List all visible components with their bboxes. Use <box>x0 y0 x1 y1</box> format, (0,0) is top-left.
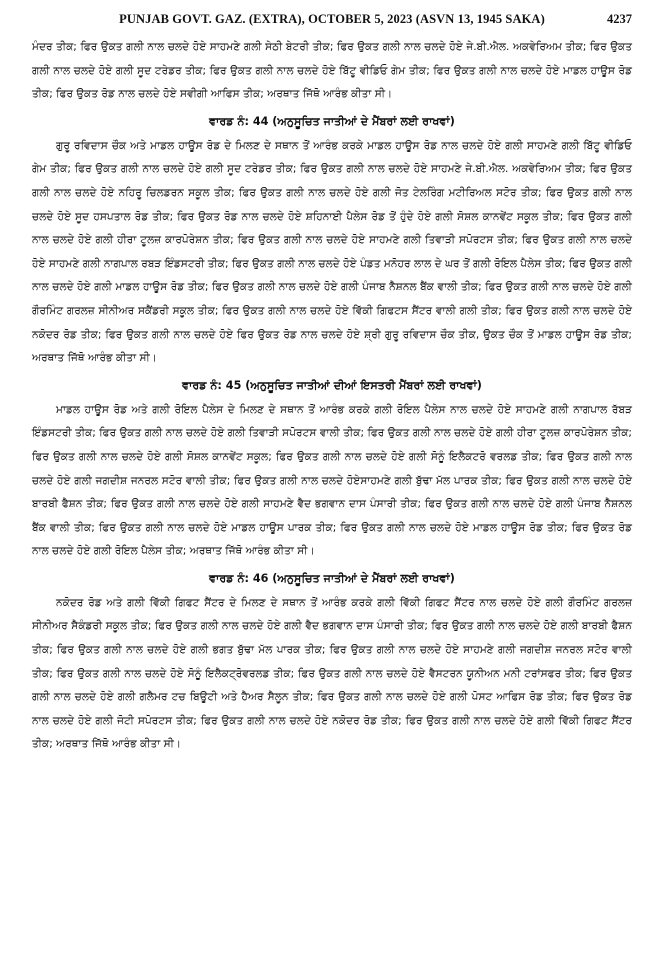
ward-44-heading: ਵਾਰਡ ਨੰ: 44 (ਅਨੁਸੂਚਿਤ ਜਾਤੀਆਂ ਦੇ ਮੈਂਬਰਾਂ ਲਈ ਰਾਖਵਾਂ) <box>209 114 455 128</box>
ward-46-heading: ਵਾਰਡ ਨੰ: 46 (ਅਨੁਸੂਚਿਤ ਜਾਤੀਆਂ ਦੇ ਮੈਂਬਰਾਂ ਲਈ ਰਾਖਵਾਂ) <box>209 571 455 585</box>
page-header <box>32 0 632 32</box>
ward-46-text: ਨਕੋਦਰ ਰੋਡ ਅਤੇ ਗਲੀ ਵਿੱਕੀ ਗਿਫਟ ਸੈਂਟਰ ਦੇ ਮਿਲਣ ਦੇ ਸਥਾਨ ਤੋਂ ਆਰੰਭ ਕਰਕੇ ਗਲੀ ਵਿੱਕੀ ਗਿਫਟ ਸੈਂਟਰ ਨਾਲ ਚਲਦੇ ਹੋਏ ਗਲੀ ਗੌਰਮਿੰਟ ਗਰਲਜ਼ ਸੀਨੀਅਰ ਸੈਕੰਡਰੀ ਸਕੂਲ ਤੀਕ; ਫਿਰ ਉਕਤ ਗਲੀ ਨਾਲ ਚਲਦੇ ਹੋਏ ਗਲੀ ਵੈਦ ਭਗਵਾਨ ਦਾਸ ਪੰਸਾਰੀ ਤੀਕ; ਫਿਰ ਉਕਤ ਗਲੀ ਨਾਲ ਚਲਦੇ ਹੋਏ ਗਲੀ ਬਾਰਬੀ ਫੈਸ਼ਨ ਤੀਕ; ਫਿਰ ਉਕਤ ਗਲੀ ਨਾਲ ਚਲਦੇ ਹੋਏ ਗਲੀ ਭਗਤ ਬੁੱਢਾ ਮੱਲ ਪਾਰਕ ਤੀਕ; ਫਿਰ ਉਕਤ ਗਲੀ ਨਾਲ ਚਲਦੇ ਹੋਏ ਸਾਹਮਣੇ ਗਲੀ ਜਗਦੀਸ਼ ਜਨਰਲ ਸਟੋਰ ਵਾਲੀ ਤੀਕ; ਫਿਰ ਉਕਤ ਗਲੀ ਨਾਲ ਚਲਦੇ ਹੋਏ ਸੋਨੂੰ ਇਲੈਕਟ੍ਰੋਵਰਲਡ ਤੀਕ; ਫਿਰ ਉਕਤ ਗਲੀ ਨਾਲ ਚਲਦੇ ਹੋਏ ਵੈਸਟਰਨ ਯੂਨੀਅਨ ਮਨੀ ਟਰਾਂਸਫਰ ਤੀਕ; ਫਿਰ ਉਕਤ ਗਲੀ ਨਾਲ ਚਲਦੇ ਹੋਏ ਗਲੀ ਗਲੈਮਰ ਟਚ ਬਿਊਟੀ ਅਤੇ ਹੈਅਰ ਸੈਲੂਨ ਤੀਕ; ਫਿਰ ਉਕਤ ਗਲੀ ਨਾਲ ਚਲਦੇ ਹੋਏ ਗਲੀ ਪੋਸਟ ਆਫਿਸ ਰੋਡ ਤੀਕ; ਫਿਰ ਉਕਤ ਰੋਡ ਨਾਲ ਚਲਦੇ ਹੋਏ ਗਲੀ ਜੋਟੀ ਸਪੋਰਟਸ ਤੀਕ; ਫਿਰ ਉਕਤ ਗਲੀ ਨਾਲ ਚਲਦੇ ਹੋਏ ਨਕੋਦਰ ਰੋਡ ਤੀਕ; ਫਿਰ ਉਕਤ ਗਲੀ ਨਾਲ ਚਲਦੇ ਹੋਏ ਗਲੀ ਵਿੱਕੀ ਗਿਫਟ ਸੈਂਟਰ ਤੀਕ; ਅਰਥਾਤ ਜਿੱਥੋ ਆਰੰਭ ਕੀਤਾ ਸੀ। <box>32 596 632 751</box>
ward-45-text: ਮਾਡਲ ਹਾਊਸ ਰੋਡ ਅਤੇ ਗਲੀ ਰੋਇਲ ਪੈਲੇਸ ਦੇ ਮਿਲਣ ਦੇ ਸਥਾਨ ਤੋਂ ਆਰੰਭ ਕਰਕੇ ਗਲੀ ਰੋਇਲ ਪੈਲੇਸ ਨਾਲ ਚਲਦੇ ਹੋਏ ਸਾਹਮਣੇ ਗਲੀ ਨਾਗਪਾਲ ਰੱਬੜ ਇੰਡਸਟਰੀ ਤੀਕ; ਫਿਰ ਉਕਤ ਗਲੀ ਨਾਲ ਚਲਦੇ ਹੋਏ ਗਲੀ ਤਿਵਾੜੀ ਸਪੋਰਟਸ ਵਾਲੀ ਤੀਕ; ਫਿਰ ਉਕਤ ਗਲੀ ਨਾਲ ਚਲਦੇ ਹੋਏ ਗਲੀ ਹੀਰਾ ਟੂਲਜ਼ ਕਾਰਪੋਰੇਸ਼ਨ ਤੀਕ; ਫਿਰ ਉਕਤ ਗਲੀ ਨਾਲ ਚਲਦੇ ਹੋਏ ਗਲੀ ਸੋਸ਼ਲ ਕਾਨਵੇਂਟ ਸਕੂਲ; ਫਿਰ ਉਕਤ ਗਲੀ ਨਾਲ ਚਲਦੇ ਹੋਏ ਗਲੀ ਸੋਨੂੰ ਇਲੈਕਟਰੋ ਵਰਲਡ ਤੀਕ; ਫਿਰ ਉਕਤ ਗਲੀ ਨਾਲ ਚਲਦੇ ਹੋਏ ਗਲੀ ਜਗਦੀਸ਼ ਜਨਰਲ ਸਟੋਰ ਵਾਲੀ ਤੀਕ; ਫਿਰ ਉਕਤ ਗਲੀ ਨਾਲ ਚਲਦੇ ਹੋਏਸਾਹਮਣੇ ਗਲੀ ਬੁੱਢਾ ਮੱਲ ਪਾਰਕ ਤੀਕ; ਫਿਰ ਉਕਤ ਗਲੀ ਨਾਲ ਚਲਦੇ ਹੋਏ ਬਾਰਬੀ ਫੈਸ਼ਨ ਤੀਕ; ਫਿਰ ਉਕਤ ਗਲੀ ਨਾਲ ਚਲਦੇ ਹੋਏ ਗਲੀ ਸਾਹਮਣੇ ਵੈਦ ਭਗਵਾਨ ਦਾਸ ਪੰਸਾਰੀ ਤੀਕ; ਫਿਰ ਉਕਤ ਗਲੀ ਨਾਲ ਚਲਦੇ ਹੋਏ ਗਲੀ ਪੰਜਾਬ ਨੈਸ਼ਨਲ ਬੈਂਕ ਵਾਲੀ ਤੀਕ; ਫਿਰ ਉਕਤ ਗਲੀ ਨਾਲ ਚਲਦੇ ਹੋਏ ਮਾਡਲ ਹਾਊਸ ਪਾਰਕ ਤੀਕ; ਫਿਰ ਉਕਤ ਗਲੀ ਨਾਲ ਚਲਦੇ ਹੋਏ ਮਾਡਲ ਹਾਊਸ ਰੋਡ ਤੀਕ; ਫਿਰ ਉਕਤ ਰੋਡ ਨਾਲ ਚਲਦੇ ਹੋਏ ਗਲੀ ਰੋਇਲ ਪੈਲੇਸ ਤੀਕ; ਅਰਥਾਤ ਜਿੱਥੋ ਆਰੰਭ ਕੀਤਾ ਸੀ। <box>32 403 632 558</box>
header-title: PUNJAB GOVT. GAZ. (EXTRA), OCTOBER 5, 2023 (ASVN 13, 1945 SAKA) <box>119 12 545 26</box>
ward-45-heading: ਵਾਰਡ ਨੰ: 45 (ਅਨੁਸੂਚਿਤ ਜਾਤੀਆਂ ਦੀਆਂ ਇਸਤਰੀ ਮੈਂਬਰਾਂ ਲਈ ਰਾਖਵਾਂ) <box>182 378 482 392</box>
ward-44-text: ਗੁਰੂ ਰਵਿਦਾਸ ਚੌਕ ਅਤੇ ਮਾਡਲ ਹਾਊਸ ਰੋਡ ਦੇ ਮਿਲਣ ਦੇ ਸਥਾਨ ਤੋਂ ਆਰੰਭ ਕਰਕੇ ਮਾਡਲ ਹਾਊਸ ਰੋਡ ਨਾਲ ਚਲਦੇ ਹੋਏ ਗਲੀ ਸਾਹਮਣੇ ਗਲੀ ਬਿੱਟੂ ਵੀਡਿਓ ਗੇਮ ਤੀਕ; ਫਿਰ ਉਕਤ ਗਲੀ ਨਾਲ ਚਲਦੇ ਹੋਏ ਗਲੀ ਸੂਦ ਟਰੇਡਰ ਤੀਕ; ਫਿਰ ਉਕਤ ਗਲੀ ਨਾਲ ਚਲਦੇ ਹੋਏ ਸਾਹਮਣੇ ਜੇ.ਬੀ.ਐਲ. ਅਕਵੇਰਿਅਮ ਤੀਕ; ਫਿਰ ਉਕਤ ਗਲੀ ਨਾਲ ਚਲਦੇ ਹੋਏ ਨਹਿਰੂ ਚਿਲਡਰਨ ਸਕੂਲ ਤੀਕ; ਫਿਰ ਉਕਤ ਗਲੀ ਨਾਲ ਚਲਦੇ ਹੋਏ ਗਲੀ ਜੋਤ ਟੇਲਰਿੰਗ ਮਟੀਰਿਅਲ ਸਟੋਰ ਤੀਕ; ਫਿਰ ਉਕਤ ਗਲੀ ਨਾਲ ਚਲਦੇ ਹੋਏ ਸੂਦ ਹਸਪਤਾਲ ਰੋਡ ਤੀਕ; ਫਿਰ ਉਕਤ ਰੋਡ ਨਾਲ ਚਲਦੇ ਹੋਏ ਸ਼ਹਿਨਾਈ ਪੈਲੇਸ ਰੋਡ ਤੋਂ ਹੁੰਦੇ ਹੋਏ ਗਲੀ ਸੋਸ਼ਲ ਕਾਨਵੇਂਟ ਸਕੂਲ ਤੀਕ; ਫਿਰ ਉਕਤ ਗਲੀ ਨਾਲ ਚਲਦੇ ਹੋਏ ਗਲੀ ਹੀਰਾ ਟੂਲਜ਼ ਕਾਰਪੋਰੇਸ਼ਨ ਤੀਕ; ਫਿਰ ਉਕਤ ਗਲੀ ਨਾਲ ਚਲਦੇ ਹੋਏ ਸਾਹਮਣੇ ਗਲੀ ਤਿਵਾੜੀ ਸਪੋਰਟਸ ਤੀਕ; ਫਿਰ ਉਕਤ ਗਲੀ ਨਾਲ ਚਲਦੇ ਹੋਏ ਸਾਹਮਣੇ ਗਲੀ ਨਾਗਪਾਲ ਰਬੜ ਇੰਡਸਟਰੀ ਤੀਕ; ਫਿਰ ਉਕਤ ਗਲੀ ਨਾਲ ਚਲਦੇ ਹੋਏ ਪੰਡਤ ਮਨੋਹਰ ਲਾਲ ਦੇ ਘਰ ਤੋਂ ਗਲੀ ਰੋਇਲ ਪੈਲੇਸ ਤੀਕ; ਫਿਰ ਉਕਤ ਗਲੀ ਨਾਲ ਚਲਦੇ ਹੋਏ ਗਲੀ ਮਾਡਲ ਹਾਊਸ ਰੋਡ ਤੀਕ; ਫਿਰ ਉਕਤ ਗਲੀ ਨਾਲ ਚਲਦੇ ਹੋਏ ਗਲੀ ਪੰਜਾਬ ਨੈਸ਼ਨਲ ਬੈਂਕ ਵਾਲੀ ਤੀਕ; ਫਿਰ ਉਕਤ ਗਲੀ ਨਾਲ ਚਲਦੇ ਹੋਏ ਗਲੀ ਗੌਰਮਿੰਟ ਗਰਲਜ਼ ਸੀਨੀਅਰ ਸਕੈਂਡਰੀ ਸਕੂਲ ਤੀਕ; ਫਿਰ ਉਕਤ ਗਲੀ ਨਾਲ ਚਲਦੇ ਹੋਏ ਵਿੱਕੀ ਗਿਫਟਸ ਸੈਂਟਰ ਵਾਲੀ ਗਲੀ ਤੀਕ; ਫਿਰ ਉਕਤ ਗਲੀ ਨਾਲ ਚਲਦੇ ਹੋਏ ਨਕੋਦਰ ਰੋਡ ਤੀਕ; ਫਿਰ ਉਕਤ ਗਲੀ ਨਾਲ ਚਲਦੇ ਹੋਏ ਫਿਰ ਉਕਤ ਰੋਡ ਨਾਲ ਚਲਦੇ ਹੋਏ ਸ਼੍ਰੀ ਗੁਰੂ ਰਵਿਦਾਸ ਚੌਕ ਤੀਕ, ਉਕਤ ਚੌਕ ਤੋਂ ਮਾਡਲ ਹਾਊਸ ਰੋਡ ਤੀਕ; ਅਰਥਾਤ ਜਿੱਥੋ ਆਰੰਭ ਕੀਤਾ ਸੀ। <box>32 139 632 365</box>
page-number: 4237 <box>607 12 632 26</box>
intro-paragraph: ਮੰਦਰ ਤੀਕ; ਫਿਰ ਉਕਤ ਗਲੀ ਨਾਲ ਚਲਦੇ ਹੋਏ ਸਾਹਮਣੇ ਗਲੀ ਸੇਠੀ ਬੇਟਰੀ ਤੀਕ; ਫਿਰ ਉਕਤ ਗਲੀ ਨਾਲ ਚਲਦੇ ਹੋਏ ਜੇ.ਬੀ.ਐਲ. ਅਕਵੇਰਿਅਮ ਤੀਕ; ਫਿਰ ਉਕਤ ਗਲੀ ਨਾਲ ਚਲਦੇ ਹੋਏ ਗਲੀ ਸੂਦ ਟਰੇਡਰ ਤੀਕ; ਫਿਰ ਉਕਤ ਗਲੀ ਨਾਲ ਚਲਦੇ ਹੋਏ ਬਿੱਟੂ ਵੀਡਿਓ ਗੇਮ ਤੀਕ; ਫਿਰ ਉਕਤ ਗਲੀ ਨਾਲ ਚਲਦੇ ਹੋਏ ਮਾਡਲ ਹਾਊਸ ਰੋਡ ਤੀਕ; ਫਿਰ ਉਕਤ ਰੋਡ ਨਾਲ ਚਲਦੇ ਹੋਏ ਸਵੀਗੀ ਆਫਿਸ ਤੀਕ; ਅਰਥਾਤ ਜਿੱਥੋ ਆਰੰਭ ਕੀਤਾ ਸੀ। <box>32 41 632 101</box>
